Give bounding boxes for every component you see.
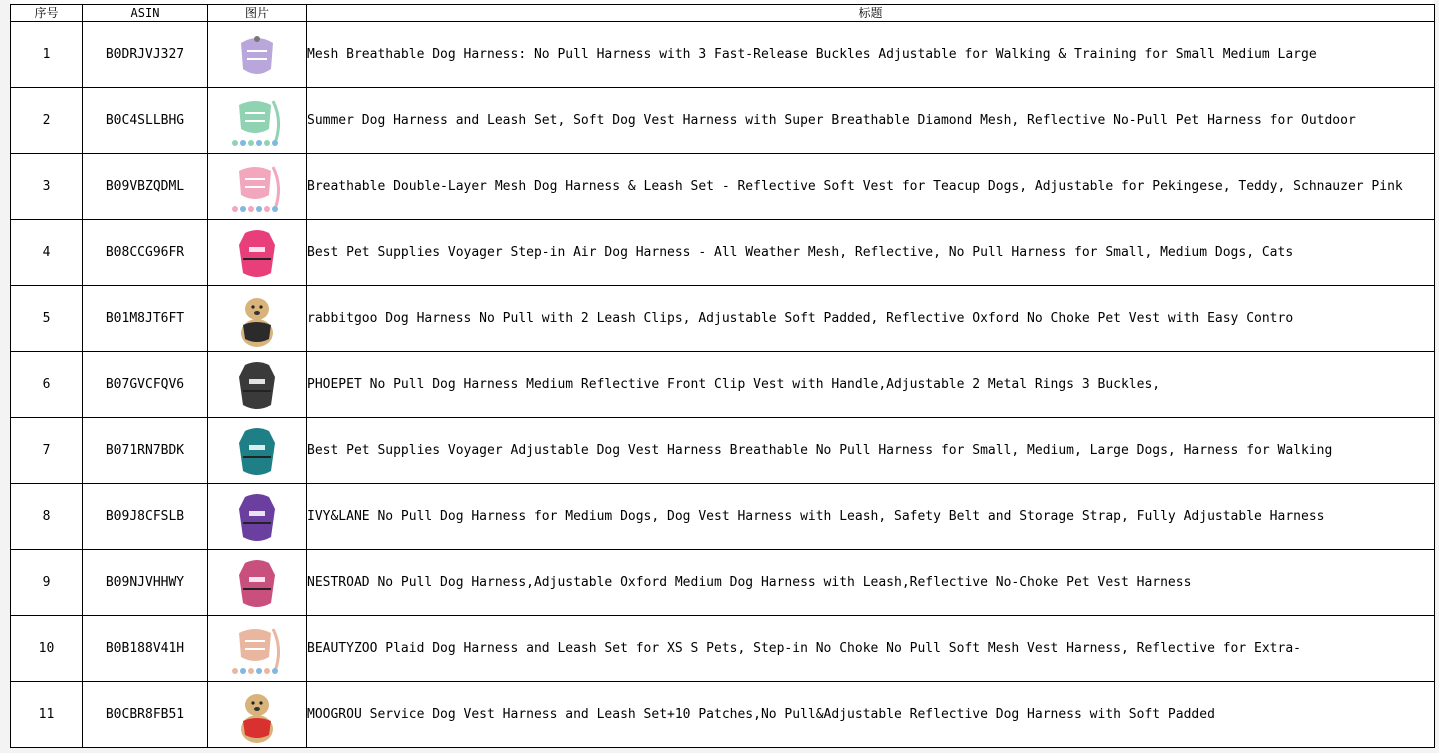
cell-asin[interactable]: B0C4SLLBHG bbox=[83, 88, 208, 154]
product-thumbnail bbox=[227, 157, 287, 217]
cell-num[interactable]: 9 bbox=[11, 550, 83, 616]
cell-title[interactable]: Best Pet Supplies Voyager Adjustable Dog Vest Harness Breathable No Pull Harness for Small, Medium, Large Dogs, Harness for Walking bbox=[307, 418, 1435, 484]
product-thumbnail bbox=[227, 421, 287, 481]
product-thumbnail bbox=[227, 553, 287, 613]
table-row bbox=[11, 418, 1435, 484]
table-row bbox=[11, 484, 1435, 550]
cell-title[interactable]: BEAUTYZOO Plaid Dog Harness and Leash Set for XS S Pets, Step-in No Choke No Pull Soft Mesh Vest Harness, Reflective for Extra- bbox=[307, 616, 1435, 682]
product-thumbnail bbox=[227, 289, 287, 349]
cell-asin[interactable]: B0CBR8FB51 bbox=[83, 682, 208, 748]
cell-num[interactable]: 5 bbox=[11, 286, 83, 352]
table-row bbox=[11, 682, 1435, 748]
cell-title[interactable]: IVY&LANE No Pull Dog Harness for Medium Dogs, Dog Vest Harness with Leash, Safety Belt and Storage Strap, Fully Adjustable Harness bbox=[307, 484, 1435, 550]
header-title[interactable]: 标题 bbox=[307, 5, 1435, 22]
cell-num[interactable]: 6 bbox=[11, 352, 83, 418]
table-row bbox=[11, 22, 1435, 88]
cell-asin[interactable]: B09NJVHHWY bbox=[83, 550, 208, 616]
header-image[interactable]: 图片 bbox=[208, 5, 307, 22]
cell-asin[interactable]: B08CCG96FR bbox=[83, 220, 208, 286]
cell-title[interactable]: rabbitgoo Dog Harness No Pull with 2 Leash Clips, Adjustable Soft Padded, Reflective Oxford No Choke Pet Vest with Easy Contro bbox=[307, 286, 1435, 352]
cell-image[interactable] bbox=[208, 484, 307, 550]
header-row bbox=[11, 5, 1435, 22]
product-thumbnail bbox=[227, 685, 287, 745]
product-thumbnail bbox=[227, 25, 287, 85]
cell-asin[interactable]: B01M8JT6FT bbox=[83, 286, 208, 352]
cell-asin[interactable]: B09VBZQDML bbox=[83, 154, 208, 220]
cell-title[interactable]: Mesh Breathable Dog Harness: No Pull Harness with 3 Fast-Release Buckles Adjustable for Walking & Training for Small Medium Large bbox=[307, 22, 1435, 88]
table-row bbox=[11, 154, 1435, 220]
cell-num[interactable]: 11 bbox=[11, 682, 83, 748]
cell-num[interactable]: 1 bbox=[11, 22, 83, 88]
cell-asin[interactable]: B0B188V41H bbox=[83, 616, 208, 682]
table-body bbox=[11, 22, 1435, 748]
product-thumbnail bbox=[227, 91, 287, 151]
cell-image[interactable] bbox=[208, 682, 307, 748]
cell-image[interactable] bbox=[208, 352, 307, 418]
cell-asin[interactable]: B0DRJVJ327 bbox=[83, 22, 208, 88]
cell-asin[interactable]: B09J8CFSLB bbox=[83, 484, 208, 550]
cell-title[interactable]: Best Pet Supplies Voyager Step-in Air Dog Harness - All Weather Mesh, Reflective, No Pull Harness for Small, Medium Dogs, Cats bbox=[307, 220, 1435, 286]
header-num[interactable]: 序号 bbox=[11, 5, 83, 22]
product-table bbox=[10, 4, 1435, 748]
cell-image[interactable] bbox=[208, 88, 307, 154]
cell-image[interactable] bbox=[208, 154, 307, 220]
table-row bbox=[11, 616, 1435, 682]
table-row bbox=[11, 352, 1435, 418]
cell-num[interactable]: 10 bbox=[11, 616, 83, 682]
row-header-strip bbox=[0, 0, 10, 753]
header-asin[interactable]: ASIN bbox=[83, 5, 208, 22]
cell-num[interactable]: 8 bbox=[11, 484, 83, 550]
cell-title[interactable]: Breathable Double-Layer Mesh Dog Harness & Leash Set - Reflective Soft Vest for Teacup Dogs, Adjustable for Pekingese, Teddy, Schnauzer Pink bbox=[307, 154, 1435, 220]
table-row bbox=[11, 88, 1435, 154]
cell-num[interactable]: 7 bbox=[11, 418, 83, 484]
table-row bbox=[11, 550, 1435, 616]
cell-asin[interactable]: B071RN7BDK bbox=[83, 418, 208, 484]
product-thumbnail bbox=[227, 487, 287, 547]
cell-image[interactable] bbox=[208, 22, 307, 88]
cell-image[interactable] bbox=[208, 616, 307, 682]
product-thumbnail bbox=[227, 223, 287, 283]
table-row bbox=[11, 220, 1435, 286]
cell-image[interactable] bbox=[208, 286, 307, 352]
cell-num[interactable]: 4 bbox=[11, 220, 83, 286]
cell-num[interactable]: 2 bbox=[11, 88, 83, 154]
cell-image[interactable] bbox=[208, 550, 307, 616]
cell-title[interactable]: PHOEPET No Pull Dog Harness Medium Reflective Front Clip Vest with Handle,Adjustable 2 Metal Rings 3 Buckles, bbox=[307, 352, 1435, 418]
cell-asin[interactable]: B07GVCFQV6 bbox=[83, 352, 208, 418]
cell-title[interactable]: Summer Dog Harness and Leash Set, Soft Dog Vest Harness with Super Breathable Diamond Mesh, Reflective No-Pull Pet Harness for Outdoor bbox=[307, 88, 1435, 154]
cell-title[interactable]: NESTROAD No Pull Dog Harness,Adjustable Oxford Medium Dog Harness with Leash,Reflective No-Choke Pet Vest Harness bbox=[307, 550, 1435, 616]
cell-num[interactable]: 3 bbox=[11, 154, 83, 220]
bottom-edge-strip bbox=[0, 748, 1439, 753]
table-row bbox=[11, 286, 1435, 352]
cell-image[interactable] bbox=[208, 418, 307, 484]
cell-image[interactable] bbox=[208, 220, 307, 286]
product-thumbnail bbox=[227, 619, 287, 679]
cell-title[interactable]: MOOGROU Service Dog Vest Harness and Leash Set+10 Patches,No Pull&Adjustable Reflective Dog Harness with Soft Padded bbox=[307, 682, 1435, 748]
product-thumbnail bbox=[227, 355, 287, 415]
